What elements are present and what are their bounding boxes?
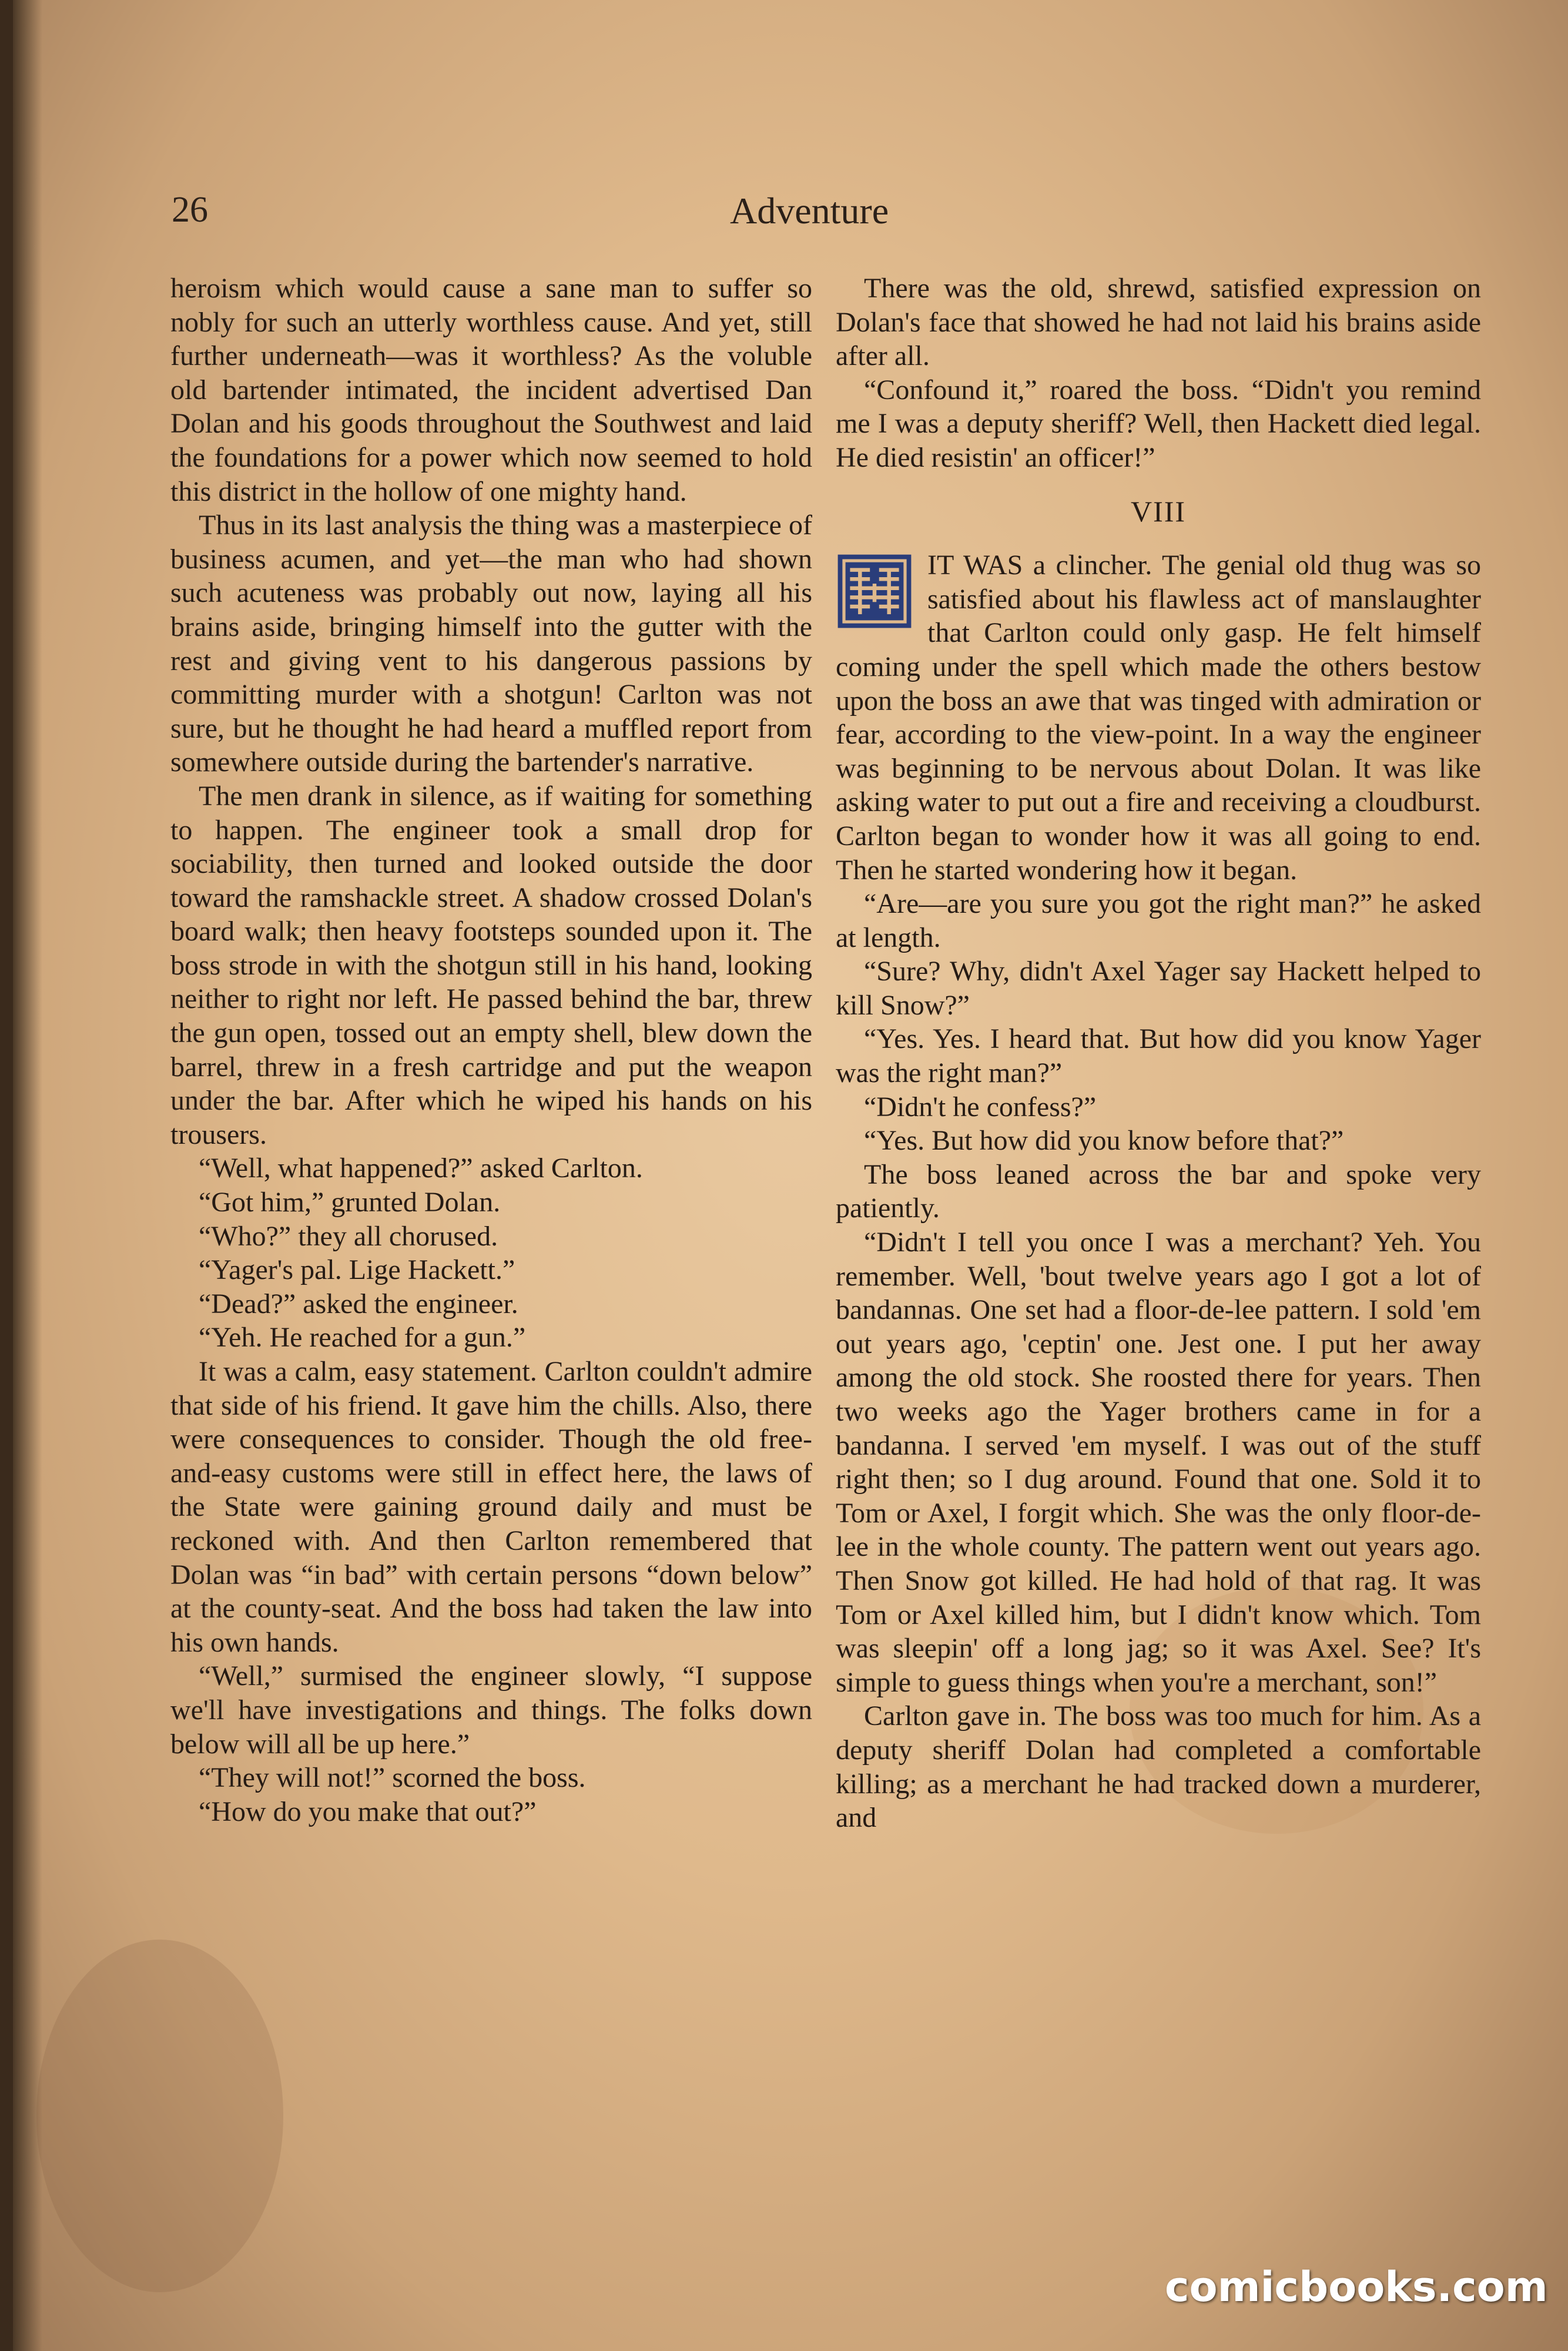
- paragraph: “Well,” surmised the engineer slowly, “I suppose we'll have investigations and things. The folks down below will all be up here.”: [170, 1660, 812, 1760]
- paragraph: “Who?” they all chorused.: [199, 1220, 498, 1252]
- paragraph: There was the old, shrewd, satisfied expression on Dolan's face that showed he had not laid his brains aside after all.: [836, 273, 1481, 372]
- paragraph: IT WAS a clincher. The genial old thug was so satisfied about his flawless act of manslaughter that Carlton could only gasp. He felt himself coming under the spell which made the others bestow upon the boss an awe that was tinged with admiration or fear, according to the view-point. In a way the engineer was beginning to be nervous about Dolan. It was like asking water to put out a fire and receiving a cloudburst. Carlton began to wonder how it was all going to end. Then he started wondering how it began.: [836, 550, 1481, 886]
- paragraph: “They will not!” scorned the boss.: [199, 1762, 586, 1794]
- spine-shadow: [13, 0, 42, 2351]
- page-header: [172, 189, 936, 242]
- running-head: Adventure: [730, 190, 889, 232]
- site-watermark: comicbooks.com: [1165, 2263, 1548, 2311]
- paragraph: The men drank in silence, as if waiting for something to happen. The engineer took a small drop for sociability, then turned and looked outside the door toward the ramshackle street. A shadow crossed Dolan's board walk; then heavy footsteps sounded upon it. The boss strode in with the shotgun still in his hand, looking neither to right nor left. He passed behind the bar, threw the gun open, tossed out an empty shell, blew down the barrel, threw in a fresh cartridge and put the weapon under the bar. After which he wiped his hands on his trousers.: [170, 780, 812, 1150]
- paragraph: “Yes. Yes. I heard that. But how did you know Yager was the right man?”: [836, 1023, 1481, 1089]
- section-heading: VIII: [1130, 494, 1187, 528]
- paragraph: “Are—are you sure you got the right man?” he asked at length.: [836, 888, 1481, 953]
- paragraph: “How do you make that out?”: [199, 1796, 537, 1827]
- paper-stain: [36, 1940, 283, 2292]
- paragraph: “Got him,” grunted Dolan.: [199, 1187, 501, 1218]
- right-column: [836, 272, 1481, 1835]
- page-number: 26: [172, 190, 208, 230]
- paragraph: heroism which would cause a sane man to suffer so nobly for such an utterly worthless cause. And yet, still further underneath—was it worthless? As the voluble old bartender intimated, the incident advertised Dan Dolan and his goods throughout the Southwest and laid the foundations for a power which now seemed to hold this district in the hollow of one mighty hand.: [170, 273, 812, 507]
- paragraph: “Yager's pal. Lige Hackett.”: [199, 1254, 515, 1286]
- paragraph: “Well, what happened?” asked Carlton.: [199, 1153, 643, 1184]
- paragraph: “Didn't I tell you once I was a merchant? Yeh. You remember. Well, 'bout twelve years ago I got a lot of bandannas. One set had a floor-de-lee pattern. I sold 'em out years ago, 'ceptin' one. Jest one. I put her away among the old stock. She roosted there for years. Then two weeks ago the Yager brothers came in for a bandanna. I served 'em myself. I was out of the stuff right then; so I dug around. Found that one. Sold it to Tom or Axel, I forgit which. She was the only floor-de-lee in the whole county. The pattern went out years ago. Then Snow got killed. He had hold of that rag. It was Tom or Axel killed him, but I didn't know which. Tom was sleepin' off a long jag; so it was Axel. See? It's simple to guess things when you're a merchant, son!”: [836, 1227, 1481, 1698]
- paragraph: Carlton gave in. The boss was too much for him. As a deputy sheriff Dolan had completed a comfortable killing; as a merchant he had tracked down a murderer, and: [836, 1700, 1481, 1834]
- magazine-page: [13, 0, 1568, 2351]
- paragraph: “Didn't he confess?”: [864, 1091, 1097, 1123]
- paragraph: The boss leaned across the bar and spoke very patiently.: [836, 1158, 1481, 1224]
- paragraph: “Sure? Why, didn't Axel Yager say Hackett helped to kill Snow?”: [836, 956, 1481, 1021]
- ornamental-initial-icon: [836, 553, 913, 629]
- left-column: [170, 272, 812, 1828]
- paragraph: “Dead?” asked the engineer.: [199, 1288, 518, 1319]
- paragraph: “Yes. But how did you know before that?”: [864, 1125, 1344, 1157]
- paragraph: “Yeh. He reached for a gun.”: [199, 1322, 526, 1354]
- paragraph: “Confound it,” roared the boss. “Didn't you remind me I was a deputy sheriff? Well, then Hackett died legal. He died resistin' an officer!”: [836, 374, 1481, 473]
- paragraph: It was a calm, easy statement. Carlton couldn't admire that side of his friend. It gave him the chills. Also, there were consequences to consider. Though the old free-and-easy customs were still in effect here, the laws of the State were gaining ground daily and must be reckoned with. And then Carlton remembered that Dolan was “in bad” with certain persons “down below” at the county-seat. And the boss had taken the law into his own hands.: [170, 1356, 812, 1658]
- paragraph: Thus in its last analysis the thing was a masterpiece of business acumen, and yet—the man who had shown such acuteness was probably out now, laying all his brains aside, bringing himself into the gutter with the rest and giving vent to his dangerous passions by committing murder with a shotgun! Carlton was not sure, but he thought he had heard a muffled report from somewhere outside during the bartender's narrative.: [170, 510, 812, 778]
